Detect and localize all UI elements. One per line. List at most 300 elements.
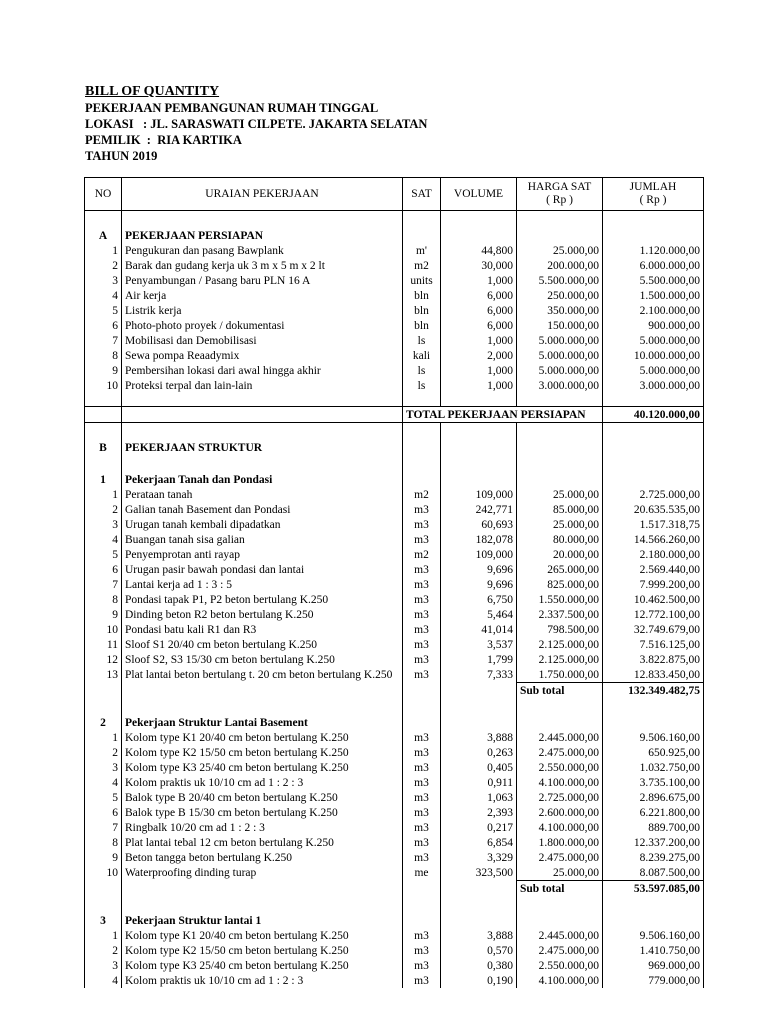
item-no: 4 — [85, 973, 122, 988]
section-code: 3 — [85, 909, 122, 928]
header-total-line1: JUMLAH — [629, 181, 677, 193]
item-unit-price: 2.725.000,00 — [517, 790, 603, 805]
subtotal-value: 132.349.482,75 — [603, 683, 704, 699]
item-no: 2 — [85, 943, 122, 958]
item-total: 7.999.200,00 — [603, 577, 704, 592]
item-description: Pembersihan lokasi dari awal hingga akhir — [122, 363, 403, 378]
item-total: 2.180.000,00 — [603, 547, 704, 562]
item-unit: m2 — [403, 487, 441, 502]
item-no: 1 — [85, 730, 122, 745]
empty-cell — [603, 455, 704, 468]
item-no: 8 — [85, 592, 122, 607]
item-no: 10 — [85, 865, 122, 881]
item-no: 10 — [85, 622, 122, 637]
table-row — [85, 562, 704, 577]
empty-cell — [85, 407, 122, 423]
empty-cell — [517, 909, 603, 928]
item-unit: m3 — [403, 805, 441, 820]
item-unit: m3 — [403, 667, 441, 683]
empty-cell — [517, 423, 603, 437]
item-description: Ringbalk 10/20 cm ad 1 : 2 : 3 — [122, 820, 403, 835]
item-description: Balok type B 20/40 cm beton bertulang K.250 — [122, 790, 403, 805]
item-no: 3 — [85, 958, 122, 973]
empty-cell — [403, 436, 441, 455]
item-description: Dinding beton R2 beton bertulang K.250 — [122, 607, 403, 622]
item-volume: 7,333 — [441, 667, 517, 683]
item-no: 8 — [85, 835, 122, 850]
item-unit: m3 — [403, 652, 441, 667]
item-volume: 0,263 — [441, 745, 517, 760]
table-row — [85, 973, 704, 988]
subsection-header-3 — [85, 909, 704, 928]
item-total: 8.087.500,00 — [603, 865, 704, 881]
table-row — [85, 348, 704, 363]
empty-cell — [603, 393, 704, 407]
item-volume: 1,000 — [441, 273, 517, 288]
item-no: 2 — [85, 502, 122, 517]
subtotal-label: Sub total — [517, 881, 603, 897]
table-row — [85, 288, 704, 303]
item-unit: bln — [403, 303, 441, 318]
location-line — [85, 116, 427, 132]
item-unit: m3 — [403, 775, 441, 790]
item-volume: 0,217 — [441, 820, 517, 835]
item-unit: m3 — [403, 577, 441, 592]
item-volume: 109,000 — [441, 547, 517, 562]
empty-cell — [517, 393, 603, 407]
item-description: Pengukuran dan pasang Bawplank — [122, 243, 403, 258]
item-description: Balok type B 15/30 cm beton bertulang K.250 — [122, 805, 403, 820]
item-description: Kolom type K1 20/40 cm beton bertulang K.250 — [122, 730, 403, 745]
item-volume: 1,063 — [441, 790, 517, 805]
item-unit: m3 — [403, 850, 441, 865]
table-row — [85, 502, 704, 517]
item-description: Kolom type K2 15/50 cm beton bertulang K.250 — [122, 745, 403, 760]
item-unit-price: 2.600.000,00 — [517, 805, 603, 820]
item-description: Kolom type K1 20/40 cm beton bertulang K.250 — [122, 928, 403, 943]
table-row — [85, 378, 704, 393]
empty-cell — [85, 393, 122, 407]
item-no: 2 — [85, 745, 122, 760]
item-unit-price: 85.000,00 — [517, 502, 603, 517]
header-total — [603, 178, 704, 211]
item-total: 14.566.260,00 — [603, 532, 704, 547]
item-total: 2.100.000,00 — [603, 303, 704, 318]
item-total: 6.000.000,00 — [603, 258, 704, 273]
header-unit: SAT — [403, 178, 441, 211]
item-no: 7 — [85, 820, 122, 835]
empty-cell — [441, 468, 517, 487]
empty-cell — [517, 896, 603, 909]
item-unit-price: 1.550.000,00 — [517, 592, 603, 607]
table-row — [85, 318, 704, 333]
table-row — [85, 943, 704, 958]
total-value: 40.120.000,00 — [603, 407, 704, 423]
table-row — [85, 652, 704, 667]
section-header-b — [85, 436, 704, 455]
item-unit-price: 825.000,00 — [517, 577, 603, 592]
table-row — [85, 517, 704, 532]
table-row — [85, 850, 704, 865]
item-no: 9 — [85, 363, 122, 378]
item-description: Mobilisasi dan Demobilisasi — [122, 333, 403, 348]
empty-cell — [603, 224, 704, 243]
item-total: 32.749.679,00 — [603, 622, 704, 637]
item-description: Plat lantai tebal 12 cm beton bertulang K.250 — [122, 835, 403, 850]
item-volume: 1,000 — [441, 363, 517, 378]
item-description: Urugan tanah kembali dipadatkan — [122, 517, 403, 532]
item-no: 3 — [85, 517, 122, 532]
spacer-row — [85, 698, 704, 711]
empty-cell — [517, 211, 603, 225]
item-description: Galian tanah Basement dan Pondasi — [122, 502, 403, 517]
year-line: TAHUN 2019 — [85, 149, 158, 163]
item-description: Kolom type K2 15/50 cm beton bertulang K.250 — [122, 943, 403, 958]
empty-cell — [441, 896, 517, 909]
table-row — [85, 865, 704, 881]
empty-cell — [403, 423, 441, 437]
item-no: 1 — [85, 487, 122, 502]
item-description: Kolom praktis uk 10/10 cm ad 1 : 2 : 3 — [122, 775, 403, 790]
item-description: Sewa pompa Reaadymix — [122, 348, 403, 363]
item-description: Pondasi tapak P1, P2 beton bertulang K.250 — [122, 592, 403, 607]
empty-cell — [403, 698, 441, 711]
item-unit: m3 — [403, 607, 441, 622]
item-no: 3 — [85, 760, 122, 775]
table-header-row — [85, 178, 704, 211]
table-row — [85, 333, 704, 348]
item-total: 12.772.100,00 — [603, 607, 704, 622]
document-header — [85, 84, 427, 164]
item-unit: m3 — [403, 592, 441, 607]
item-unit: m3 — [403, 532, 441, 547]
empty-cell — [122, 896, 403, 909]
table-row — [85, 243, 704, 258]
empty-cell — [517, 468, 603, 487]
empty-cell — [441, 909, 517, 928]
empty-cell — [403, 393, 441, 407]
item-unit: ls — [403, 378, 441, 393]
spacer-row — [85, 423, 704, 437]
item-no: 4 — [85, 532, 122, 547]
item-total: 5.000.000,00 — [603, 333, 704, 348]
item-unit-price: 2.475.000,00 — [517, 943, 603, 958]
header-no: NO — [85, 178, 122, 211]
item-unit-price: 250.000,00 — [517, 288, 603, 303]
item-volume: 0,380 — [441, 958, 517, 973]
section-title: PEKERJAAN STRUKTUR — [122, 436, 403, 455]
item-total: 12.833.450,00 — [603, 667, 704, 683]
empty-cell — [517, 711, 603, 730]
item-volume: 109,000 — [441, 487, 517, 502]
table-row — [85, 820, 704, 835]
item-description: Penyemprotan anti rayap — [122, 547, 403, 562]
item-description: Kolom praktis uk 10/10 cm ad 1 : 2 : 3 — [122, 973, 403, 988]
table-row — [85, 760, 704, 775]
table-row — [85, 592, 704, 607]
item-no: 7 — [85, 577, 122, 592]
item-unit: m2 — [403, 547, 441, 562]
item-description: Proteksi terpal dan lain-lain — [122, 378, 403, 393]
empty-cell — [122, 423, 403, 437]
item-total: 1.500.000,00 — [603, 288, 704, 303]
item-description: Sloof S1 20/40 cm beton bertulang K.250 — [122, 637, 403, 652]
item-unit: m3 — [403, 820, 441, 835]
empty-cell — [403, 881, 441, 897]
item-volume: 6,750 — [441, 592, 517, 607]
spacer-row — [85, 455, 704, 468]
table-row — [85, 303, 704, 318]
item-description: Waterproofing dinding turap — [122, 865, 403, 881]
item-unit: me — [403, 865, 441, 881]
item-unit-price: 20.000,00 — [517, 547, 603, 562]
item-unit-price: 350.000,00 — [517, 303, 603, 318]
empty-cell — [603, 698, 704, 711]
table-row — [85, 607, 704, 622]
empty-cell — [85, 896, 122, 909]
item-total: 10.000.000,00 — [603, 348, 704, 363]
item-unit: m3 — [403, 637, 441, 652]
item-volume: 1,000 — [441, 378, 517, 393]
item-total: 9.506.160,00 — [603, 730, 704, 745]
item-description: Plat lantai beton bertulang t. 20 cm beton bertulang K.250 — [122, 667, 403, 683]
item-unit-price: 2.125.000,00 — [517, 652, 603, 667]
item-volume: 2,393 — [441, 805, 517, 820]
header-desc: URAIAN PEKERJAAN — [122, 178, 403, 211]
empty-cell — [441, 455, 517, 468]
item-description: Kolom type K3 25/40 cm beton bertulang K.250 — [122, 958, 403, 973]
item-unit: m3 — [403, 790, 441, 805]
header-price-line1: HARGA SAT — [527, 181, 592, 193]
item-unit-price: 3.000.000,00 — [517, 378, 603, 393]
item-volume: 0,911 — [441, 775, 517, 790]
boq-table — [84, 177, 704, 988]
item-unit: m3 — [403, 760, 441, 775]
empty-cell — [441, 698, 517, 711]
empty-cell — [603, 436, 704, 455]
section-code: A — [85, 224, 122, 243]
item-description: Pondasi batu kali R1 dan R3 — [122, 622, 403, 637]
item-description: Air kerja — [122, 288, 403, 303]
subtotal-row — [85, 683, 704, 699]
item-no: 5 — [85, 303, 122, 318]
item-no: 6 — [85, 562, 122, 577]
item-unit-price: 25.000,00 — [517, 865, 603, 881]
item-description: Penyambungan / Pasang baru PLN 16 A — [122, 273, 403, 288]
header-total-line2: ( Rp ) — [639, 194, 667, 206]
item-no: 1 — [85, 243, 122, 258]
item-unit-price: 1.800.000,00 — [517, 835, 603, 850]
item-volume: 1,799 — [441, 652, 517, 667]
section-title: PEKERJAAN PERSIAPAN — [122, 224, 403, 243]
item-volume: 182,078 — [441, 532, 517, 547]
table-row — [85, 775, 704, 790]
header-volume: VOLUME — [441, 178, 517, 211]
document-title: BILL OF QUANTITY — [85, 84, 220, 99]
table-row — [85, 577, 704, 592]
empty-cell — [603, 423, 704, 437]
item-description: Buangan tanah sisa galian — [122, 532, 403, 547]
item-unit: kali — [403, 348, 441, 363]
empty-cell — [403, 455, 441, 468]
owner-value: RIA KARTIKA — [157, 133, 242, 147]
item-volume: 1,000 — [441, 333, 517, 348]
empty-cell — [85, 423, 122, 437]
item-volume: 3,329 — [441, 850, 517, 865]
item-unit: m3 — [403, 928, 441, 943]
item-no: 10 — [85, 378, 122, 393]
item-total: 1.120.000,00 — [603, 243, 704, 258]
item-total: 1.517.318,75 — [603, 517, 704, 532]
section-header-a — [85, 224, 704, 243]
empty-cell — [517, 698, 603, 711]
table-row — [85, 835, 704, 850]
item-no: 6 — [85, 805, 122, 820]
item-unit: m3 — [403, 562, 441, 577]
location-value: JL. SARASWATI CILPETE. JAKARTA SELATAN — [150, 117, 428, 131]
item-volume: 0,405 — [441, 760, 517, 775]
item-no: 9 — [85, 850, 122, 865]
item-no: 5 — [85, 790, 122, 805]
item-volume: 242,771 — [441, 502, 517, 517]
total-label: TOTAL PEKERJAAN PERSIAPAN — [403, 407, 603, 423]
table-row — [85, 532, 704, 547]
item-unit: m3 — [403, 835, 441, 850]
item-unit-price: 4.100.000,00 — [517, 775, 603, 790]
item-total: 20.635.535,00 — [603, 502, 704, 517]
empty-cell — [403, 683, 441, 699]
table-row — [85, 928, 704, 943]
subtotal-label: Sub total — [517, 683, 603, 699]
subsection-header-2 — [85, 711, 704, 730]
empty-cell — [441, 423, 517, 437]
section-title: Pekerjaan Struktur Lantai Basement — [122, 711, 403, 730]
item-total: 9.506.160,00 — [603, 928, 704, 943]
empty-cell — [403, 224, 441, 243]
item-total: 3.735.100,00 — [603, 775, 704, 790]
empty-cell — [122, 881, 403, 897]
item-total: 10.462.500,00 — [603, 592, 704, 607]
item-volume: 323,500 — [441, 865, 517, 881]
item-no: 5 — [85, 547, 122, 562]
item-total: 5.000.000,00 — [603, 363, 704, 378]
item-unit-price: 25.000,00 — [517, 517, 603, 532]
item-description: Beton tangga beton bertulang K.250 — [122, 850, 403, 865]
owner-line — [85, 132, 427, 148]
item-total: 969.000,00 — [603, 958, 704, 973]
empty-cell — [441, 224, 517, 243]
item-unit: m3 — [403, 517, 441, 532]
item-unit: m2 — [403, 258, 441, 273]
item-unit-price: 5.000.000,00 — [517, 363, 603, 378]
item-unit-price: 2.550.000,00 — [517, 958, 603, 973]
empty-cell — [441, 436, 517, 455]
item-volume: 6,854 — [441, 835, 517, 850]
subsection-header-1 — [85, 468, 704, 487]
item-unit: m3 — [403, 958, 441, 973]
empty-cell — [441, 211, 517, 225]
item-unit-price: 150.000,00 — [517, 318, 603, 333]
item-unit-price: 2.445.000,00 — [517, 928, 603, 943]
item-unit-price: 2.125.000,00 — [517, 637, 603, 652]
item-no: 4 — [85, 288, 122, 303]
table-row — [85, 273, 704, 288]
empty-cell — [122, 683, 403, 699]
empty-cell — [517, 455, 603, 468]
item-unit-price: 1.750.000,00 — [517, 667, 603, 683]
empty-cell — [403, 211, 441, 225]
item-volume: 3,537 — [441, 637, 517, 652]
item-unit-price: 2.475.000,00 — [517, 745, 603, 760]
section-code: 2 — [85, 711, 122, 730]
item-no: 3 — [85, 273, 122, 288]
item-description: Sloof S2, S3 15/30 cm beton bertulang K.250 — [122, 652, 403, 667]
item-volume: 60,693 — [441, 517, 517, 532]
item-total: 1.410.750,00 — [603, 943, 704, 958]
item-total: 889.700,00 — [603, 820, 704, 835]
item-volume: 6,000 — [441, 318, 517, 333]
spacer-row — [85, 896, 704, 909]
item-unit-price: 2.445.000,00 — [517, 730, 603, 745]
empty-cell — [441, 683, 517, 699]
item-description: Kolom type K3 25/40 cm beton bertulang K.250 — [122, 760, 403, 775]
item-unit: ls — [403, 333, 441, 348]
empty-cell — [441, 711, 517, 730]
item-total: 779.000,00 — [603, 973, 704, 988]
item-volume: 9,696 — [441, 562, 517, 577]
item-total: 1.032.750,00 — [603, 760, 704, 775]
header-price — [517, 178, 603, 211]
spacer-row — [85, 393, 704, 407]
item-total: 3.822.875,00 — [603, 652, 704, 667]
item-unit: m3 — [403, 973, 441, 988]
item-volume: 5,464 — [441, 607, 517, 622]
item-no: 11 — [85, 637, 122, 652]
owner-label: PEMILIK : — [85, 133, 158, 147]
empty-cell — [403, 896, 441, 909]
table-row — [85, 487, 704, 502]
header-price-line2: ( Rp ) — [546, 194, 573, 206]
table-row — [85, 790, 704, 805]
project-name: PEKERJAAN PEMBANGUNAN RUMAH TINGGAL — [85, 101, 379, 115]
item-unit: m3 — [403, 943, 441, 958]
empty-cell — [403, 909, 441, 928]
empty-cell — [603, 468, 704, 487]
item-unit: units — [403, 273, 441, 288]
item-volume: 9,696 — [441, 577, 517, 592]
item-description: Urugan pasir bawah pondasi dan lantai — [122, 562, 403, 577]
item-volume: 3,888 — [441, 730, 517, 745]
item-no: 7 — [85, 333, 122, 348]
item-description: Perataan tanah — [122, 487, 403, 502]
item-unit-price: 5.500.000,00 — [517, 273, 603, 288]
empty-cell — [122, 455, 403, 468]
empty-cell — [603, 909, 704, 928]
empty-cell — [403, 711, 441, 730]
item-unit-price: 2.550.000,00 — [517, 760, 603, 775]
empty-cell — [517, 224, 603, 243]
item-volume: 0,570 — [441, 943, 517, 958]
item-unit: m3 — [403, 502, 441, 517]
item-total: 8.239.275,00 — [603, 850, 704, 865]
item-unit-price: 265.000,00 — [517, 562, 603, 577]
total-row — [85, 407, 704, 423]
item-total: 3.000.000,00 — [603, 378, 704, 393]
empty-cell — [441, 881, 517, 897]
section-code: 1 — [85, 468, 122, 487]
empty-cell — [85, 881, 122, 897]
item-total: 2.725.000,00 — [603, 487, 704, 502]
